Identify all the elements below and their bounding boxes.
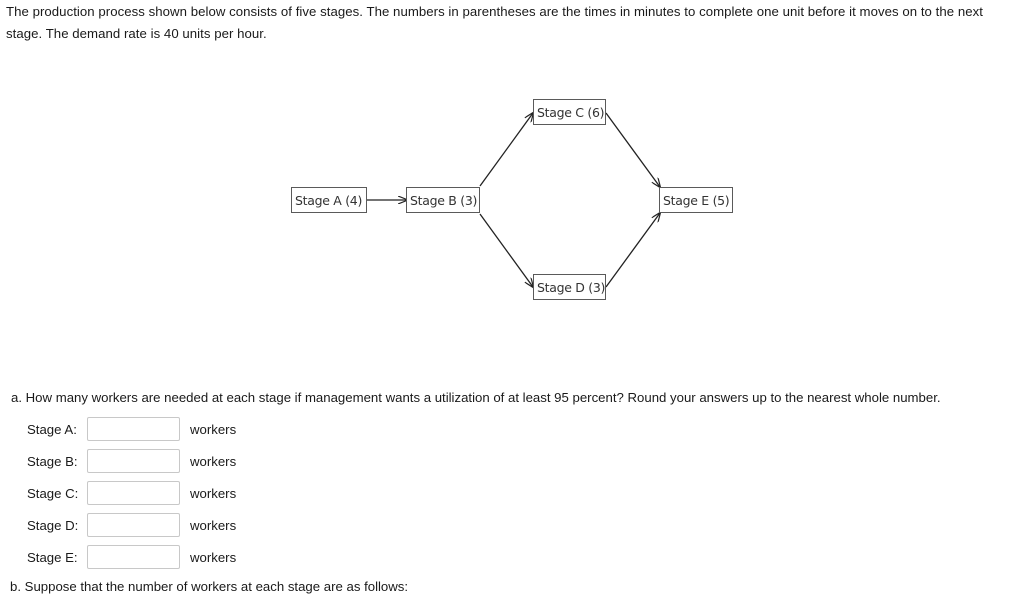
stage-e-unit: workers — [190, 550, 237, 565]
problem-statement: The production process shown below consists of five stages. The numbers in parentheses are the times in minutes to complete one unit before it moves on to the next stage. The demand rate is 40 units per hour. — [6, 4, 983, 41]
stage-b-workers-input[interactable] — [87, 449, 180, 473]
stage-a-unit: workers — [190, 422, 237, 437]
stage-d-unit: workers — [190, 518, 237, 533]
stage-b-label: Stage B: — [27, 454, 78, 469]
stage-e-box: Stage E (5) — [659, 187, 733, 213]
stage-d-label: Stage D: — [27, 518, 79, 533]
stage-b-unit: workers — [190, 454, 237, 469]
stage-a-label: Stage A: — [27, 422, 77, 437]
stage-a-box: Stage A (4) — [291, 187, 367, 213]
stage-e-workers-input[interactable] — [87, 545, 180, 569]
flow-arrow-b-to-c — [480, 113, 533, 186]
flow-arrow-c-to-e — [606, 113, 660, 187]
stage-d-box: Stage D (3) — [533, 274, 606, 300]
flow-arrow-d-to-e — [606, 213, 660, 287]
part-b-question: b. Suppose that the number of workers at each stage are as follows: — [10, 579, 409, 594]
part-a-question: a. How many workers are needed at each stage if management wants a utilization of at least 95 percent? Round your answers up to the nearest whole number. — [11, 390, 941, 405]
flow-arrow-b-to-d — [480, 214, 533, 287]
stage-b-box: Stage B (3) — [406, 187, 480, 213]
stage-a-workers-input[interactable] — [87, 417, 180, 441]
stage-e-label: Stage E: — [27, 550, 78, 565]
stage-d-workers-input[interactable] — [87, 513, 180, 537]
stage-c-unit: workers — [190, 486, 237, 501]
stage-c-workers-input[interactable] — [87, 481, 180, 505]
stage-c-box: Stage C (6) — [533, 99, 606, 125]
stage-c-label: Stage C: — [27, 486, 79, 501]
